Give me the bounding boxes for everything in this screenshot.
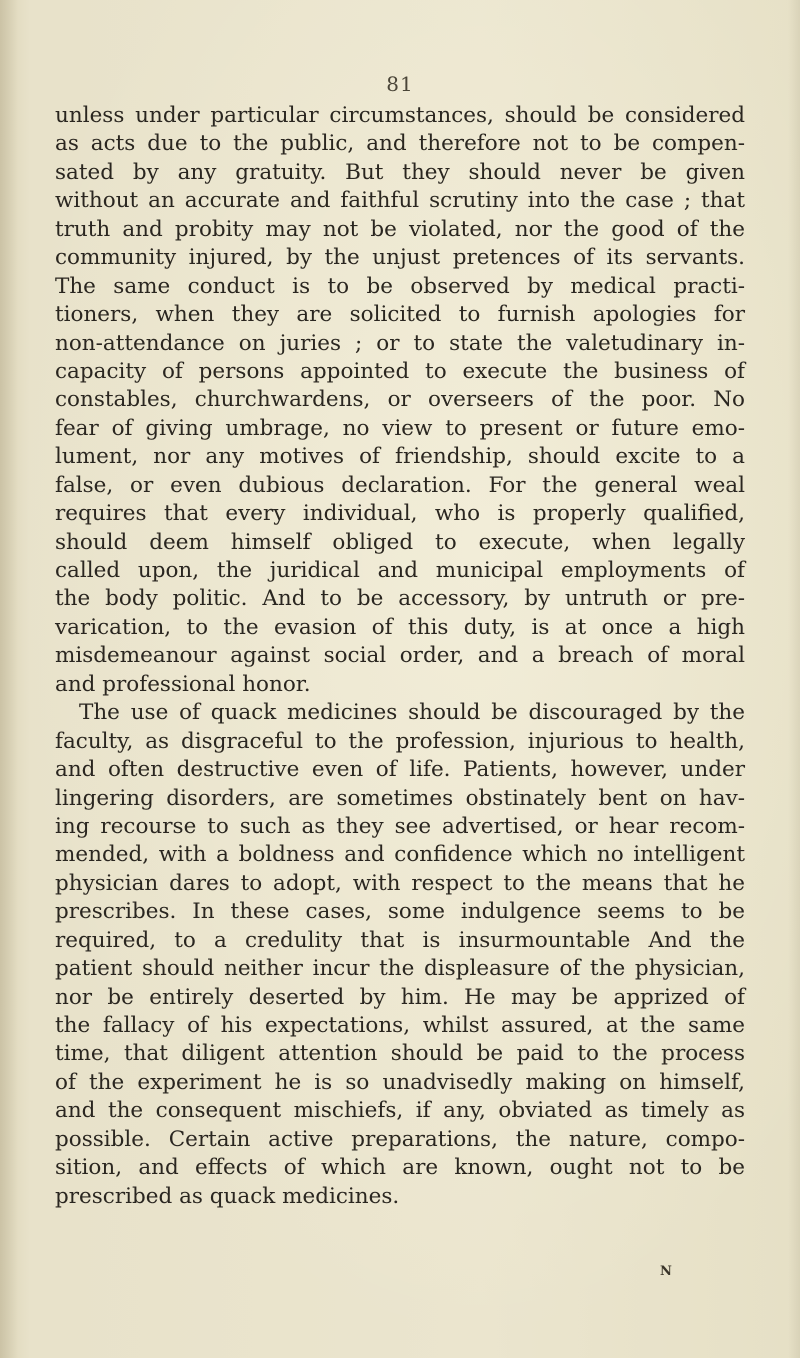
text-line: the body politic. And to be accessory, by untruth or pre- (55, 586, 745, 612)
text-line: faculty, as disgraceful to the profession, injurious to health, (55, 728, 745, 754)
text-line: physician dares to adopt, with respect to the means that he (55, 870, 745, 896)
text-line: varication, to the evasion of this duty, is at once a high (55, 614, 745, 640)
text-line: lingering disorders, are sometimes obstinately bent on hav- (55, 785, 745, 811)
text-line: of the experiment he is so unadvisedly making on himself, (55, 1069, 745, 1095)
text-line: patient should neither incur the displeasure of the physician, (55, 956, 745, 982)
text-line: capacity of persons appointed to execute the business of (55, 358, 745, 384)
text-line: lument, nor any motives of friendship, should excite to a (55, 444, 745, 470)
paragraph-start-line: The use of quack medicines should be discouraged by the (79, 700, 745, 726)
body-text (55, 102, 745, 1211)
text-line: time, that diligent attention should be paid to the process (55, 1041, 745, 1067)
signature-mark: N (660, 1264, 672, 1279)
text-line: prescribes. In these cases, some indulgence seems to be (55, 899, 745, 925)
text-line: requires that every individual, who is properly qualified, (55, 501, 745, 527)
text-line: the fallacy of his expectations, whilst assured, at the same (55, 1013, 745, 1038)
page-edge-shadow-left (0, 0, 18, 1358)
text-line: community injured, by the unjust pretences of its servants. (55, 245, 745, 271)
text-line: nor be entirely deserted by him. He may be apprized of (55, 984, 745, 1010)
text-line: sated by any gratuity. But they should never be given (55, 159, 745, 185)
text-line: possible. Certain active preparations, the nature, compo- (55, 1126, 745, 1152)
page-edge-shadow-right (788, 0, 800, 1358)
text-line: unless under particular circumstances, should be considered (55, 103, 745, 128)
text-line: as acts due to the public, and therefore not to be compen- (55, 131, 745, 157)
page-number: 81 (386, 72, 414, 96)
text-line: constables, churchwardens, or overseers of the poor. No (55, 387, 745, 413)
text-line: and the consequent mischiefs, if any, obviated as timely as (55, 1098, 745, 1124)
text-line: should deem himself obliged to execute, when legally (55, 529, 745, 555)
text-line: mended, with a boldness and confidence which no intelligent (55, 842, 745, 868)
text-line: non-attendance on juries ; or to state the valetudinary in- (55, 330, 745, 356)
text-line: called upon, the juridical and municipal employments of (55, 558, 745, 583)
text-line: tioners, when they are solicited to furnish apologies for (55, 302, 745, 328)
text-line: truth and probity may not be violated, nor the good of the (55, 216, 745, 242)
text-line: required, to a credulity that is insurmountable And the (55, 927, 745, 953)
text-line: The same conduct is to be observed by medical practi- (55, 273, 745, 299)
text-line: and often destructive even of life. Patients, however, under (55, 757, 745, 783)
text-line: fear of giving umbrage, no view to present or future emo- (55, 415, 745, 441)
text-line: false, or even dubious declaration. For the general weal (55, 472, 745, 498)
text-line: without an accurate and faithful scrutiny into the case ; that (55, 188, 745, 214)
paragraph-end-line: and professional honor. (55, 671, 311, 697)
paragraph-end-line: prescribed as quack medicines. (55, 1183, 400, 1209)
text-line: misdemeanour against social order, and a breach of moral (55, 643, 745, 669)
text-line: sition, and effects of which are known, ought not to be (55, 1155, 745, 1181)
text-line: ing recourse to such as they see advertised, or hear recom- (55, 813, 745, 839)
